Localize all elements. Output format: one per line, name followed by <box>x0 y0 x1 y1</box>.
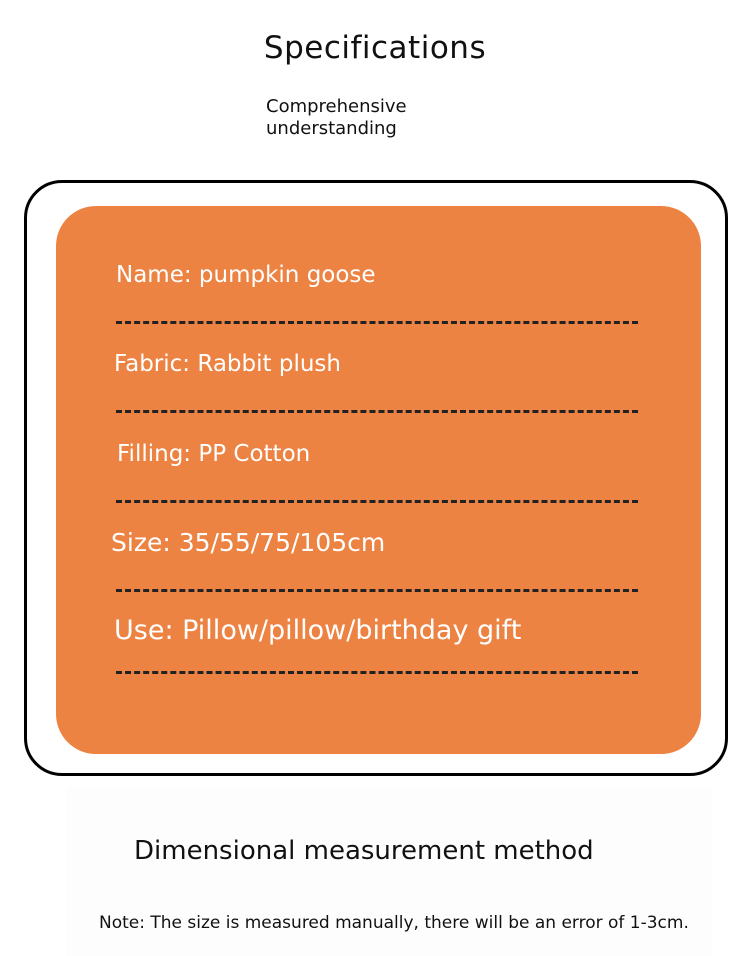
spec-filling: Filling: PP Cotton <box>117 441 311 467</box>
page-title: Specifications <box>263 30 487 66</box>
page-subtitle <box>266 96 466 140</box>
spec-divider <box>116 589 638 592</box>
measurement-note: Note: The size is measured manually, there will be an error of 1-3cm. <box>99 913 689 933</box>
spec-divider <box>116 671 638 674</box>
spec-name: Name: pumpkin goose <box>116 262 376 288</box>
spec-fabric: Fabric: Rabbit plush <box>114 351 341 377</box>
subtitle-line-2: understanding <box>266 118 397 139</box>
measurement-title: Dimensional measurement method <box>134 836 594 866</box>
spec-use: Use: Pillow/pillow/birthday gift <box>114 615 522 646</box>
spec-size: Size: 35/55/75/105cm <box>111 528 386 557</box>
spec-divider <box>116 500 638 503</box>
spec-divider <box>116 410 638 413</box>
subtitle-line-1: Comprehensive <box>266 96 407 117</box>
spec-divider <box>116 321 638 324</box>
